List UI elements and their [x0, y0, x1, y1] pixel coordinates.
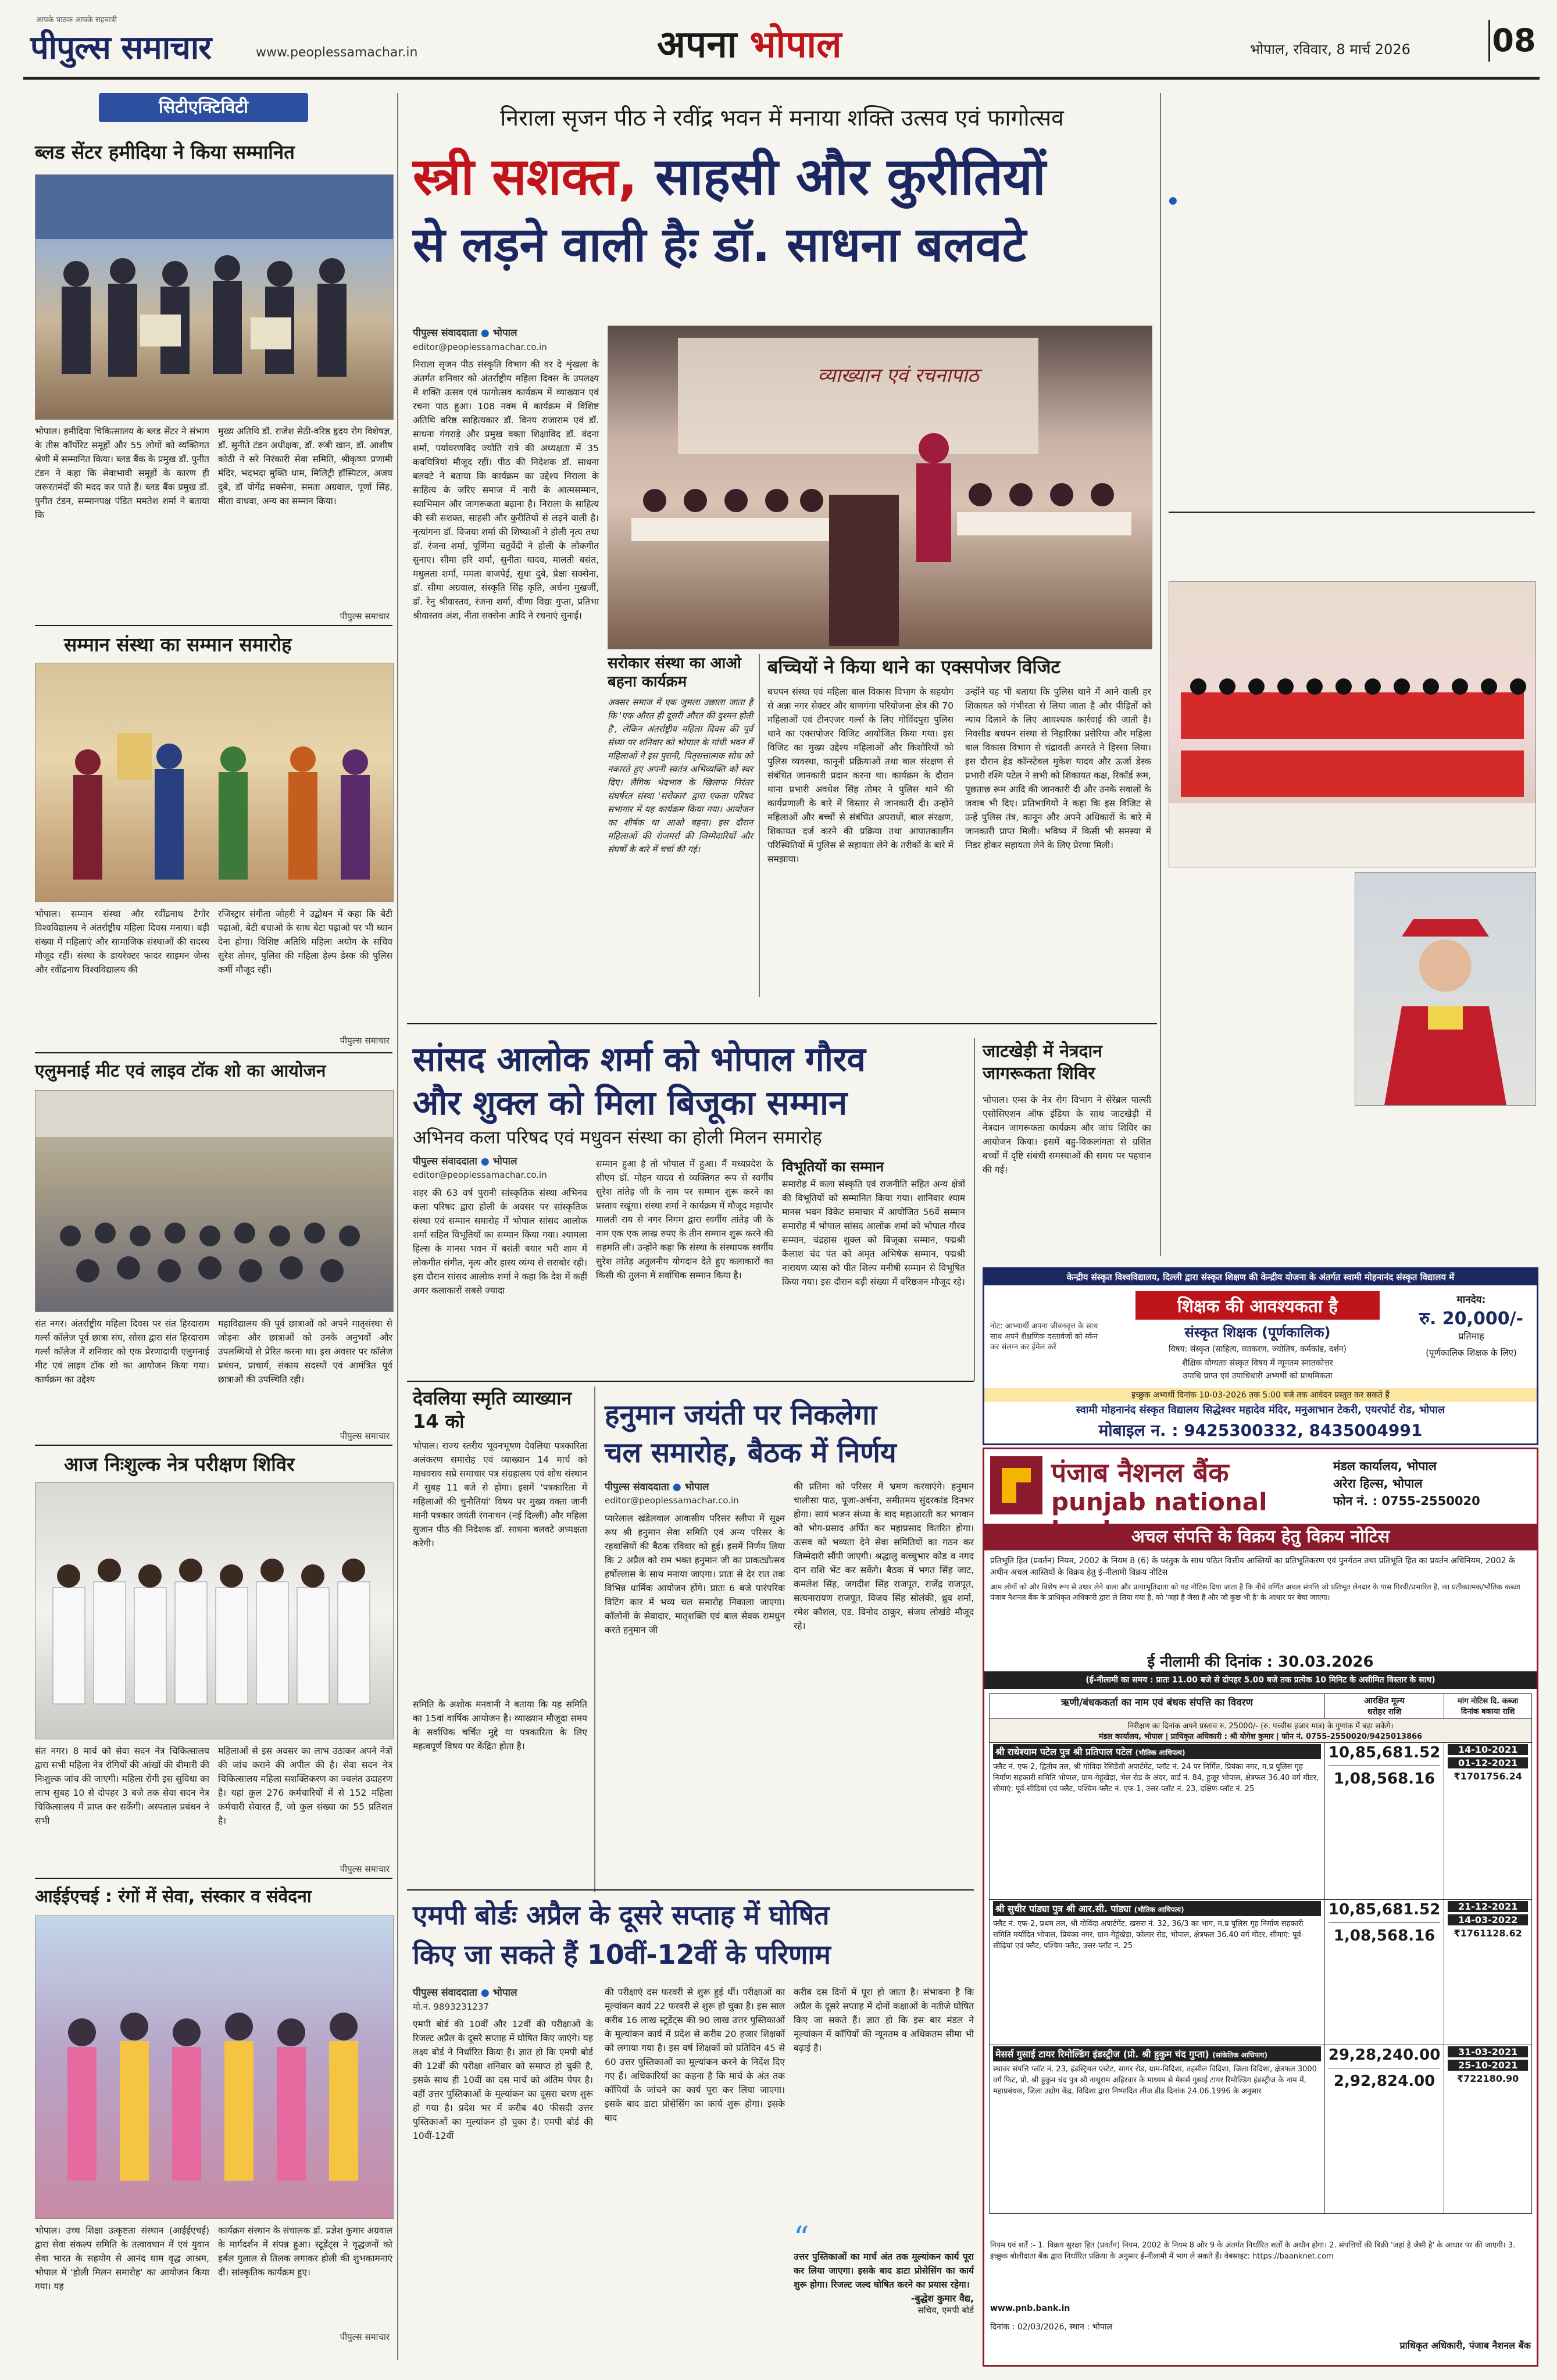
pnb-col-dates: [1444, 1694, 1532, 1719]
masthead-rule: [23, 77, 1540, 80]
lead-photo-banner: व्याख्यान एवं रचनापाठ: [817, 364, 979, 387]
lead-text: निराला सृजन पीठ संस्कृति विभाग की वर दे शृंखला के अंतर्गत शनिवार को अंतर्राष्ट्रीय महिला दिवस के उपलक्ष्य में शक्ति उत्सव एवं फागोत्सव कार्यक्रम में व्याख्यान एवं रचना पाठ हुआ। 108 नवम में कार्यक्रम में विशिष्ट अतिथि वरिष्ठ साहित्यकार डॉ. विनय राजाराम एवं डॉ. साधना गंगराड़े और प्रमुख वक्ता शिक्षाविद डॉ. वंदना शर्मा, पर्यावरणविद ज्योति रात्रे की अध्यक्षता में 35 कवयित्रियां मौजूद रहीं। पीठ की निदेशक डॉ. साधना बलवटे ने बताया कि कार्यक्रम का उद्देश्य निराला के साहित्य के जरिए समाज में नारी के आत्मसम्मान, स्वाभिमान और जागरूकता बढ़ाना है। निराला के साहित्य की स्त्री सशक्त, साहसी और कुरीतियों से लड़ने वाली है। नृत्यांगना डॉ. विजया शर्मा की शिष्याओं ने होली नृत्य तथा डॉ. रंजना शर्मा, पूर्णिमा चतुर्वेदी ने होली के लोकगीत सुनाए। सीमा हरि शर्मा, सुनीता यादव, मालती बसंत, मधुलता शर्मा, ममता बाजपेई, सुधा दुबे, प्रेक्षा सक्सेना, डॉ. सीमा अग्रवाल, संस्कृति सिंह कृति, अर्चना मुखर्जी, डॉ. रेनु श्रीवास्तव, रंजना शर्मा, वीणा विद्या गुप्ता, प्रतिभा श्रीवास्तव अंश, नीता सक्सेना आदि ने रचनाएं सुनाईं।: [413, 359, 599, 621]
board-text-a: एमपी बोर्ड की 10वीं और 12वीं की परीक्षाओं के रिजल्ट अप्रैल के दूसरे सप्ताह में घोषित किए जाएंगे। यह लक्ष्य बोर्ड ने निर्धारित किया है। ज्ञात हो कि एमपी बोर्ड की 12वीं की परीक्षा शनिवार को समाप्त हो चुकी है, इसके साथ ही 10वीं का दस मार्च को अंतिम पेपर है। वहीं उत्तर पुस्तिकाओं के मूल्यांकन का दूसरा चरण शुरू हो गया है। प्रदेश भर में करीब 40 फीसदी उत्तर पुस्तिकाओं का मूल्यांकन हो चुका है। एमपी बोर्ड की 10वीं-12वीं: [413, 2019, 593, 2141]
s3-photo-audience: [35, 1091, 393, 1311]
masthead-dateline: भोपाल, रविवार, 8 मार्च 2026: [1250, 41, 1410, 58]
teacher-ad-top-banner: केन्द्रीय संस्कृत विश्वविद्यालय, दिल्ली द्वारा संस्कृत शिक्षण की केन्द्रीय योजना के अंतर्गत स्वामी मोहनानंद संस्कृत विद्यालय में: [984, 1269, 1537, 1285]
board-quote-role: सचिव, एमपी बोर्ड: [917, 2305, 974, 2315]
pnb-col-reserve-label: आरक्षित मूल्य: [1364, 1696, 1405, 1706]
hanuman-text-a: प्यारेलाल खंडेलवाल आवासीय परिसर स्लीपा में सूक्ष्म रूप श्री हनुमान सेवा समिति एवं अन्य परिसर के रहवासियों की बैठक रविवार को हुई। इसमें निर्णय लिया कि 2 अप्रैल को राम भक्त हनुमान जी का प्राकट्योत्सव हर्षोल्लास के साथ मनाया जाएगा। प्रातः से देर रात तक विभिन्न धार्मिक आयोजन होंगे। प्रातः 6 बजे पारंपरिक विटिंग कार में भव्य चल समारोह निकाला जाएगा। कॉलोनी के सेवादार, मातृशक्ति एवं बाल सेवक रामधुन करते हनुमान जी: [605, 1513, 785, 1635]
pnb-lot-1-dues: ₹1701756.24: [1454, 1771, 1522, 1782]
pnb-lot-3-dates: [1444, 2045, 1532, 2214]
teacher-ad-salary: रु. 20,000/-: [1419, 1309, 1523, 1329]
hanuman-email[interactable]: editor@peoplessamachar.co.in: [605, 1495, 739, 1506]
hanuman-headline-1: हनुमान जयंती पर निकलेगा: [605, 1399, 877, 1431]
board-headline-1: एमपी बोर्डः अप्रैल के दूसरे सप्ताह में घोषित: [413, 1899, 830, 1931]
pnb-lot-1-borrower-name: श्री राधेश्याम पटेल पुत्र श्री प्रतिपाल पटेल: [995, 1746, 1133, 1757]
s4-photo-staff: [35, 1483, 393, 1739]
girls-text-b: उन्होंने यह भी बताया कि पुलिस थाने में आने वाली हर शिकायत को गंभीरता से लिया जाता है और पीड़ितों को न्याय दिलाने के लिए आवश्यक कार्रवाई की जाती है। निवसीड बचपन संस्था से निहारिका प्रसेरिया और महिला बाल विकास विभाग से चंद्रावती अमरते ने हिस्सा लिया। इस दौरान हेड कॉन्स्टेबल मुकेश यादव और ऊर्जा डेस्क प्रभारी रश्मि पटेल ने सभी को शिकायत कक्ष, रिकॉर्ड रूम, पूछताछ रूम आदि की जानकारी दी और उनके सवालों के जवाब भी दिए। प्रतिभागियों ने कहा कि इस विजिट से उन्हें पुलिस तंत्र, कानून और अपने अधिकारों के बारे में जानकारी प्राप्त मिली। भविष्य में किसी भी समस्या में निडर होकर सहायता लेने के लिए प्रेरणा मिली।: [965, 687, 1151, 850]
board-text-c: करीब दस दिनों में पूरा हो जाता है। संभावना है कि अप्रैल के दूसरे सप्ताह में दोनों कक्षाओं के नतीजे घोषित किए जा सकते हैं। ज्ञात हो कि इस बार मंडल ने मूल्यांकन में कॉपियों की न्यूनतम व अधिकतम सीमा भी बढ़ाई है।: [794, 1987, 974, 2053]
pnb-lot-2-desc: [990, 1900, 1325, 2045]
pnb-col-dates-label: मांग नोटिस दि. कब्जा दिनांक बकाया राशि: [1458, 1697, 1519, 1716]
s3-rule: [35, 1445, 392, 1446]
pnb-inspection-row: [990, 1719, 1532, 1743]
pnb-lot-1-date-a: 14-10-2021: [1448, 1744, 1528, 1755]
pnb-office-l1: मंडल कार्यालय, भोपाल: [1333, 1459, 1437, 1473]
teacher-ad-mobile-number: 9425300332, 8435004991: [1184, 1421, 1423, 1440]
eye-camp-text: भोपाल। एम्स के नेत्र रोग विभाग ने सेरेब्रल पाल्सी एसोसिएशन ऑफ इंडिया के साथ जाटखेड़ी में नेत्रदान जागरूकता कार्यक्रम और जांच शिविर का आयोजन किया। इसमें बहु-विकलांगता से ग्रसित बच्चों में दृष्टि संबंधी समस्याओं की समय पर पहचान की गई।: [983, 1095, 1151, 1175]
pnb-lot-1-borrower: [993, 1744, 1321, 1759]
s3-photo: [35, 1090, 394, 1312]
pnb-lot-table: [989, 1693, 1532, 2214]
masthead-section-title-a: अपना: [657, 23, 737, 66]
pnb-lot-3-borrower: [993, 2046, 1321, 2061]
pnb-lot-3-reserve: 29,28,240.00: [1328, 2046, 1441, 2064]
masthead-section-title: [657, 17, 842, 68]
mp-side-head: विभूतियों का सम्मान: [782, 1159, 884, 1175]
pnb-lot-3-property: स्थावर संपत्ति प्लॉट नं. 23, इंडस्ट्रियल एस्टेट, सागर रोड, ग्राम-विदिशा, तहसील विदिशा, जिला विदिशा, क्षेत्रफल 3000 वर्ग फिट, प्रो. श्री हुकुम चंद पुत्र श्री नाथूराम अहिरवार के माध्यम से मेसर्स गुसाई टायर रिमोल्डिंग इंडस्ट्रीज के नाम में, महाप्रबंधक, जिला उद्योग केंद्र, विदिशा द्वारा निष्पादित लीज डीड दिनांक 24.06.1996 के अनुसार: [993, 2065, 1317, 2096]
board-byline-name: पीपुल्स संवाददाता: [413, 1987, 477, 1999]
mp-byline-city: भोपाल: [492, 1156, 517, 1167]
pnb-col-reserve: [1324, 1694, 1444, 1719]
mp-byline-dot-icon: ●: [480, 1156, 490, 1167]
mp-email[interactable]: editor@peoplessamachar.co.in: [413, 1170, 547, 1180]
s1-headline: ब्लड सेंटर हमीदिया ने किया सम्मानित: [35, 141, 295, 163]
sarokar-headline: सरोकार संस्था का आओ बहना कार्यक्रम: [608, 655, 741, 691]
pnb-lot-2-borrower-name: श्री सुधीर पांड्या पुत्र श्री आर.सी. पांड्या: [995, 1903, 1131, 1914]
pnb-place-date: दिनांक : 02/03/2026, स्थान : भोपाल: [990, 2322, 1113, 2332]
teacher-ad-subject-head: संस्कृत शिक्षक (पूर्णकालिक): [1184, 1324, 1331, 1341]
sarokar-box: [608, 654, 760, 997]
lead-byline-city: भोपाल: [492, 327, 517, 339]
pnb-lot-2-possession: (भौतिक आधिपत्य): [1134, 1906, 1184, 1914]
masthead-logo-text: पीपुल्स समाचार: [30, 29, 212, 67]
pnb-lot-3-price: [1324, 2045, 1444, 2214]
pnb-website[interactable]: www.pnb.bank.in: [990, 2304, 1070, 2313]
s1-text-b: मुख्य अतिथि डॉ. राजेश सेठी-वरिष्ठ हृदय रोग विशेषज्ञ, डॉ. सुनीते टंडन अधीक्षक, डॉ. रूबी खान, डॉ. आशीष कोठी ने सरे निरंकारी सेवा समिति, श्रीकृष्ण प्रणामी मंदिर, भदभदा मुक्ति धाम, मिलिट्री हॉस्पिटल, अजय दुबे, डॉ योगेंद्र सक्सेना, समता अग्रवाल, पूर्णा सिंह, मीता वाधवा, अन्य का सम्मान किया।: [218, 426, 392, 506]
hanuman-divider: [594, 1386, 595, 1892]
mp-subhead: अभिनव कला परिषद एवं मधुवन संस्था का होली मिलन समारोह: [413, 1127, 822, 1148]
s3-text-b: महाविद्यालय की पूर्व छात्राओं को अपने मातृसंस्था से जोड़ना और छात्राओं को उनके अनुभवों और उपलब्धियों से प्रेरित करना था। इस अवसर पर कॉलेज प्रबंधन, प्राचार्य, संकाय सदस्यों एवं आमंत्रित पूर्व छात्राओं की उपस्थिति रही।: [218, 1318, 392, 1385]
masthead-tagline: आपके पाठक आपके सहयात्री: [36, 16, 117, 24]
pnb-office-line: मंडल कार्यालय, भोपाल | प्राधिकृत अधिकारी : श्री योगेश कुमार | फोन नं. 0755-2550020/9425013866: [1098, 1732, 1423, 1741]
board-quote-box: [794, 2221, 974, 2316]
deolia-headline: देवलिया स्मृति व्याख्यान 14 को: [413, 1387, 572, 1432]
pnb-name-hi: पंजाब नैशनल बैंक: [1051, 1457, 1229, 1488]
s2-rule: [35, 1052, 392, 1053]
lead-headline-rest: साहसी और कुरीतियों: [637, 146, 1046, 206]
teacher-ad-deadline: इच्छुक अभ्यर्थी दिनांक 10-03-2026 तक 5:00 बजे तक आवेदन प्रस्तुत कर सकते हैं: [984, 1388, 1537, 1402]
pnb-lot-2-date-b: 14-03-2022: [1448, 1914, 1528, 1925]
pnb-lot-3-emd: 2,92,824.00: [1333, 2072, 1435, 2090]
lead-headline-line1: [413, 145, 1151, 208]
teacher-ad-title: शिक्षक की आवश्यकता है: [1135, 1291, 1380, 1320]
madrasa-byline: [1169, 195, 1177, 206]
pnb-lot-3-date-b: 25-10-2021: [1448, 2060, 1528, 2071]
board-rule: [407, 1889, 974, 1891]
graduation-photo: [1169, 581, 1536, 867]
pnb-logo-box: [990, 1454, 1316, 1518]
girls-text-a: बचपन संस्था एवं महिला बाल विकास विभाग के सहयोग से अन्ना नगर सेक्टर और बाणगंगा परियोजना क्षेत्र की 70 महिलाओं एवं टीनएजर गर्ल्स के लिए गोविंदपुरा पुलिस थाने का एक्सपोजर विजिट आयोजित किया गया। इस विजिट का मुख्य उद्देश्य महिलाओं और किशोरियों को पुलिस व्यवस्था, कानूनी प्रक्रियाओं तथा बाल संरक्षण से संबंधित जानकारी प्रदान करना था। कार्यक्रम के दौरान थाना प्रभारी अवधेश सिंह तोमर ने पुलिस थाने की कार्यप्रणाली के बारे में विस्तार से जानकारी दी। उन्होंने महिलाओं और बच्चों से संबंधित अपराधों, बाल संरक्षण, शिकायत दर्ज करने की प्रक्रिया तथा आपातकालीन परिस्थितियों में पुलिस से सहायता लेने के तरीकों के बारे में समझाया।: [767, 687, 954, 864]
teacher-ad-mobile[interactable]: [984, 1419, 1537, 1441]
lead-headline-red: स्त्री सशक्त,: [413, 146, 638, 206]
lead-headline-line2: से लड़ने वाली हैः डॉ. साधना बलवटे: [413, 217, 1026, 273]
s4-photo: [35, 1482, 394, 1739]
madrasa-byline-dot-icon: ●: [1169, 195, 1177, 206]
mp-text-a: शहर की 63 वर्ष पुरानी सांस्कृतिक संस्था अभिनव कला परिषद द्वारा होली के अवसर पर सांस्कृतिक संस्था एवं सम्मान समारोह में भोपाल सांसद आलोक शर्मा सहित विभूतियों का सम्मान किया गया। श्यामला हिल्स के मानस भवन में बसंती बयार भरी शाम में लोकगीत संगीत, नृत्य और हास्य व्यंग्य से सराबोर रही। इस दौरान सांसद आलोक शर्मा ने कहा कि देश में कहीं अगर कलाकारों सबसे ज्यादा: [413, 1188, 587, 1296]
lead-byline-dot-icon: ●: [480, 327, 490, 339]
teacher-ad-eligibility: शैक्षिक योग्यताः संस्कृत विषय में न्यूनतम स्नातकोत्तर: [1182, 1359, 1333, 1368]
pnb-lot-1-desc: [990, 1743, 1325, 1900]
teacher-ad-subject: विषय: संस्कृत (साहित्य, व्याकरण, ज्योतिष, कर्मकांड, दर्शन): [1168, 1345, 1347, 1354]
s1-rule: [35, 625, 392, 626]
mp-text-c: समारोह में कला संस्कृति एवं राजनीति सहित अन्य क्षेत्रों की विभूतियों को सम्मानित किया गया। शानिवार श्याम मानस भवन विकेट समाचार में आयोजित 56वें सम्मान समारोह में भोपाल सांसद आलोक शर्मा को भोपाल गौरव सम्मान, चंद्रहास शुक्ल को बिजूका सम्मान, पद्मश्री कैलाश चंद पंत को अमृत अभिषेक सम्मान, पद्मश्री नारायण व्यास को पीत शिल्प मनीषी सम्मान से विभूषित किया गया। इस दौरान बड़ी संख्या में वरिष्ठजन मौजूद रहे।: [782, 1179, 965, 1287]
s2-text-b: रजिस्ट्रार संगीता जोहरी ने उद्बोधन में कहा कि बेटी पढ़ाओ, बेटी बचाओ के साथ बेटा पढ़ाओ पर भी ध्यान देना होगा। विशिष्ट अतिथि महिला अयोग के सचिव सुरेश तोमर, पुलिस की महिला हेल्प डेस्क की पुलिस कर्मी मौजूद रहीं।: [218, 909, 392, 975]
pnb-lot-2-dates: [1444, 1900, 1532, 2045]
hanuman-text-b: की प्रतिमा को परिसर में भ्रमण करवाएंगे। हनुमान चालीसा पाठ, पूजा-अर्चना, समीतमय सुंदरकांड दिनभर होगा। सायं भजन संध्या के बाद महाआरती कर भगवान को भोग-प्रसाद अर्पित कर महाप्रसाद वितरित होगा। उत्सव को भव्यता देने सेवा समितियों का गठन कर जिम्मेदारी सौंपी जाएगी। श्रद्धालु कच्चुभार कोड व नगद दान राशि भेंट कर सकेंगे। बैठक में भगत सिंह जाट, कमलेश सिंह, जगदीश सिंह राजपूत, राजेंद्र राजपूत, सत्यनारायण राजपूत, विजय सिंह सोलंकी, ध्रुव शर्मा, रमेश कौशल, एड. विनोद ठाकुर, संजय लोखंडे मौजूद रहे।: [794, 1481, 974, 1631]
hanuman-byline-name: पीपुल्स संवाददाता: [605, 1481, 669, 1493]
mp-byline-name: पीपुल्स संवाददाता: [413, 1156, 477, 1167]
pnb-col-borrower: [990, 1694, 1325, 1719]
pnb-intro-2: आम लोगों को और विशेष रूप से उधार लेने वाला और प्रत्याभूतिदाता को यह नोटिस दिया जाता है कि नीचे वर्णित अचल संपत्ति जो प्रतिभूत लेनदार के पास गिरवी/प्रभारित है, का प्रतीकात्मक/भौतिक कब्जा पंजाब नैशनल बैंक के प्राधिकृत अधिकारी द्वारा ले लिया गया है, को 'जहां है जैसा है और जो कुछ भी है' के आधार पर बेचा जाएगा।: [990, 1582, 1520, 1602]
lead-kicker: निराला सृजन पीठ ने रवींद्र भवन में मनाया शक्ति उत्सव एवं फागोत्सव: [500, 105, 1064, 131]
lead-email[interactable]: editor@peoplessamachar.co.in: [413, 342, 547, 352]
pnb-title: अचल संपत्ति के विक्रय हेतु विक्रय नोटिस: [984, 1524, 1537, 1550]
s4-headline: आज निःशुल्क नेत्र परीक्षण शिविर: [64, 1453, 295, 1475]
pnb-lot-2-emd: 1,08,568.16: [1333, 1927, 1435, 1945]
lead-photo: [608, 326, 1152, 649]
mp-headline-1: सांसद आलोक शर्मा को भोपाल गौरव: [413, 1039, 866, 1079]
pnb-lot-3-possession: (सांकेतिक आधिपत्य): [1212, 2051, 1267, 2059]
graduation-photo-kids: [1169, 582, 1535, 867]
pnb-signatory: प्राधिकृत अधिकारी, पंजाब नैशनल बैंक: [1399, 2340, 1531, 2351]
left-column-divider: [397, 93, 398, 2360]
s5-headline: आईईएचई : रंगों में सेवा, संस्कार व संवेदना: [35, 1886, 312, 1907]
board-byline-city: भोपाल: [492, 1987, 517, 1999]
s1-credit: पीपुल्स समाचार: [340, 611, 390, 621]
pnb-ad: [983, 1448, 1538, 2367]
pnb-col-borrower-label: ऋणी/बंधककर्ता का नाम एवं बंधक संपत्ति का विवरण: [1060, 1697, 1253, 1709]
pnb-lot-1-emd: 1,08,568.16: [1333, 1770, 1435, 1788]
teacher-ad-salary-unit: प्रतिमाह: [1458, 1331, 1484, 1342]
right-column-divider: [1160, 93, 1161, 1256]
masthead-section-title-b: भोपाल: [749, 23, 842, 66]
deolia-text-b: समिति के अशोक मनवानी ने बताया कि यह समिति का 15वां वार्षिक आयोजन है। व्याख्यान मौजूदा समय के सर्वाधिक चर्चित मुद्दे या पत्रकारिता के लिए महत्वपूर्ण विषय पर केंद्रित होता है।: [413, 1699, 587, 1752]
board-quote-mark-icon: “: [794, 2221, 809, 2256]
pnb-lot-2-date-a: 21-12-2021: [1448, 1901, 1528, 1912]
masthead-url[interactable]: www.peoplessamachar.in: [256, 45, 418, 60]
board-phone: मो.नं. 9893231237: [413, 2002, 489, 2012]
mp-headline-2: और शुक्ल को मिला बिजूका सम्मान: [413, 1083, 848, 1123]
madrasa-rule: [1169, 512, 1535, 513]
city-activity-badge: [99, 93, 308, 122]
table-row: [990, 1900, 1532, 2045]
pnb-name-en: punjab national: [1051, 1488, 1267, 1516]
table-row: [990, 1743, 1532, 1900]
lead-rule: [407, 1023, 1157, 1024]
hanuman-byline-dot-icon: ●: [672, 1481, 681, 1493]
pnb-lot-1-possession: (भौतिक आधिपत्य): [1135, 1749, 1185, 1757]
hanuman-byline-city: भोपाल: [684, 1481, 709, 1493]
pnb-lot-3-date-a: 31-03-2021: [1448, 2046, 1528, 2057]
board-byline-dot-icon: ●: [480, 1987, 490, 1999]
board-text-b: की परीक्षाएं दस फरवरी से शुरू हुई थीं। परीक्षाओं का मूल्यांकन कार्य 22 फरवरी से शुरू हो चुका है। इस साल करीब 16 लाख स्टूडेंट्स की 90 लाख उत्तर पुस्तिकाओं के मूल्यांकन कार्य में प्रदेश से करीब 20 हजार शिक्षकों को लगाया गया है। इस वर्ष शिक्षकों को प्रतिदिन 45 से 60 उत्तर पुस्तिकाओं का मूल्यांकन करने के निर्देश दिए गए हैं। अधिकारियों का कहना है कि मार्च के अंत तक कॉपियों के जांचने का कार्य पूरा कर लिया जाएगा। इसके बाद डाटा प्रोसेसिंग का कार्य शुरू होगा। इसके बाद: [605, 1987, 785, 2123]
pnb-lot-2-borrower: [993, 1901, 1321, 1916]
pnb-office-phone: फोन नं. : 0755-2550020: [1333, 1494, 1480, 1508]
teacher-ad-fulltime: (पूर्णकालिक शिक्षक के लिए): [1426, 1348, 1517, 1358]
pnb-logo-icon: [990, 1456, 1042, 1514]
lead-byline: [413, 326, 517, 339]
pnb-terms: नियम एवं शर्तें :- 1. विक्रय सुरक्षा हित (प्रवर्तन) नियम, 2002 के नियम 8 और 9 के अंतर्गत निर्धारित शर्तों के अधीन होगा। 2. संपत्तियों की बिक्री 'जहां है जैसी है' के आधार पर की जाएगी। 3. इच्छुक बोलीदाता बैंक द्वारा निर्धारित प्रक्रिया के अनुसार ई-नीलामी में भाग ले सकते हैं। वेबसाइट: https://baanknet.com: [990, 2241, 1516, 2261]
pnb-lot-1-property: फ्लैट नं. एफ-2, द्वितीय तल, श्री गोविंदा रेसिडेंसी अपार्टमेंट, प्लॉट नं. 24 पर निर्मित, प्रियंका नगर, म.प्र पुलिस गृह निर्माण सहकारी समिति भोपाल, ग्राम-गेहूंखेड़ा, भेल रोड के अंदर, वार्ड नं. 84, हुजूर भोपाल, क्षेत्रफल 36.40 वर्ग मीटर, सीमाएं: पूर्व-सीढ़ियां एवं फ्लैट, पश्चिम-फ्लैट नं. एफ-1, उत्तर-प्लॉट नं. 23, दक्षिण-प्लॉट नं. 25: [993, 1763, 1319, 1793]
teacher-ad-salary-label: मानदेय:: [1456, 1294, 1486, 1306]
hanuman-headline-2: चल समारोह, बैठक में निर्णय: [605, 1436, 897, 1469]
s4-credit: पीपुल्स समाचार: [340, 1864, 390, 1874]
s2-photo-figures: [35, 663, 393, 902]
pnb-col-emd-label: धरोहर राशि: [1367, 1707, 1402, 1717]
graduation-student-figure: [1355, 873, 1535, 1105]
s1-photo-figures: [35, 175, 393, 419]
table-row: [990, 2045, 1532, 2214]
teacher-ad: [983, 1267, 1538, 1445]
masthead-logo: [30, 14, 211, 69]
pnb-lot-2-dues: ₹1761128.62: [1454, 1928, 1522, 1939]
teacher-ad-mobile-label: मोबाइल न. :: [1098, 1421, 1179, 1440]
pnb-lot-3-borrower-name: मेसर्स गुसाई टायर रिमोल्डिंग इंडस्ट्रीज (प्रो. श्री हुकुम चंद गुप्ता): [995, 2049, 1209, 2060]
teacher-ad-pref: उपाधि प्राप्त एवं उपाधिधारी अभ्यर्थी को प्राथमिकता: [1183, 1371, 1333, 1381]
pnb-lot-3-dues: ₹722180.90: [1457, 2073, 1519, 2084]
s5-credit: पीपुल्स समाचार: [340, 2332, 390, 2342]
s5-photo: [35, 1916, 394, 2219]
s5-text-b: कार्यक्रम संस्थान के संचालक डॉ. प्रज्ञेश कुमार अग्रवाल के मार्गदर्शन में संपन्न हुआ। स्टूडेंट्स ने वृद्धजनों को हर्बल गुलाल से तिलक लगाकर होली की शुभकामनाएं दीं। सांस्कृतिक कार्यक्रम हुए।: [218, 2225, 392, 2278]
pnb-office-l2: अरेरा हिल्स, भोपाल: [1333, 1477, 1423, 1491]
pnb-auction-date: ई नीलामी की दिनांक : 30.03.2026: [1147, 1653, 1374, 1671]
lead-byline-name: पीपुल्स संवाददाता: [413, 327, 477, 339]
pnb-lot-1-price: [1324, 1743, 1444, 1900]
s3-credit: पीपुल्स समाचार: [340, 1431, 390, 1441]
teacher-ad-address: स्वामी मोहनानंद संस्कृत विद्यालय सिद्धेश्वर महादेव मंदिर, मनुआभान टेकरी, एयरपोर्ट रोड, भोपाल: [1076, 1404, 1445, 1416]
pnb-lot-2-property: फ्लैट नं. एफ-2, प्रथम तल, श्री गोविंदा अपार्टमेंट, खसरा नं. 32, 36/3 का भाग, म.प्र पुलिस गृह निर्माण सहकारी समिति मर्यादित भोपाल, प्रियंका नगर, ग्राम-गेहूंखेड़ा, कोलार रोड, भोपाल, क्षेत्रफल 36.40 वर्ग मीटर, सीमाएं: पूर्व-सीढ़ियां एवं फ्लैट, पश्चिम-फ्लैट, उत्तर-प्लॉट नं. 25: [993, 1920, 1304, 1950]
pnb-table-header: [990, 1694, 1532, 1719]
s1-photo: [35, 174, 394, 420]
s2-headline: सम्मान संस्था का सम्मान समारोह: [64, 633, 292, 656]
board-headline-2: किए जा सकते हैं 10वीं-12वीं के परिणाम: [413, 1939, 831, 1970]
s4-rule: [35, 1878, 392, 1879]
girls-headline: बच्चियों ने किया थाने का एक्सपोजर विजिट: [767, 656, 1060, 678]
pnb-lot-2-reserve: 10,85,681.52: [1328, 1901, 1441, 1918]
graduation-student-photo: [1355, 872, 1536, 1106]
hanuman-byline: [605, 1480, 709, 1493]
mp-byline: [413, 1154, 517, 1167]
teacher-ad-salary-box: [1415, 1292, 1528, 1388]
s3-headline: एलुमनाई मीट एवं लाइव टॉक शो का आयोजन: [35, 1061, 326, 1081]
s5-photo-group: [35, 1916, 393, 2218]
pnb-auction-time: (ई-नीलामी का समय : प्रातः 11.00 बजे से दोपहर 5.00 बजे तक प्रत्येक 10 मिनिट के असीमित विस्तार के साथ): [984, 1671, 1537, 1689]
mp-text-b: सम्मान हुआ है तो भोपाल में हुआ। मैं मध्यप्रदेश के सीएम डॉ. मोहन यादव से व्यक्तिगत रूप से स्वर्गीय सुरेश तांतेड़ जी के नाम पर सम्मान शुरू करने का प्रस्ताव रखूंगा। संस्था शर्मा ने कार्यक्रम में मौजूद महापौर मालती राय से नगर निगम द्वारा स्वर्गीय तांतेड़ जी के नाम एक एक लाख रुपए के तीन सम्मान शुरू करने की सहमति ली। उन्होंने कहा कि संस्था के संस्थापक स्वर्गीय सुरेश तांतेड़ अतुलनीय योगदान देते हुए कलाकारों का किसी की तुलना में सर्वाधिक सम्मान किया है।: [596, 1159, 773, 1281]
teacher-ad-note: नोट: आभ्यार्थी अपना जीवनवृत्त के साथ साथ अपने शैक्षणिक दस्तावेजों को स्केन कर संलग्न कर ईमेल करें: [990, 1322, 1098, 1352]
s1-text-a: भोपाल। हमीदिया चिकित्सालय के ब्लड सेंटर ने संभाग के तीस कॉर्पोरेट समूहों और 55 लोगों को व्यक्तिगत श्रेणी में सम्मानित किया। ब्लड बैंक के प्रमुख डॉ. पुनीत टंडन ने कहा कि सेवाभावी समूहों के कारण ही जरूरतमंदों की मदद कर पाते हैं। ब्लड बैंक प्रमुख डॉ. पुनीत टंडन, सम्मानपक्ष पंडित ममतेश शर्मा ने बताया कि: [35, 426, 209, 520]
pnb-inspection-text: निरीक्षण का दिनांक अपने प्रस्ताव रु. 25000/- (रु. पच्चीस हजार मात्र) के गुणांक में बढ़ा सकेंगे।: [1127, 1722, 1394, 1731]
board-quote-author: -बुद्धेश कुमार वैद्य,: [910, 2293, 974, 2304]
s2-photo: [35, 663, 394, 902]
pnb-lot-3-desc: [990, 2045, 1325, 2214]
eye-camp-headline: जाटखेड़ी में नेत्रदान जागरूकता शिविर: [983, 1041, 1102, 1084]
s4-text-b: महिलाओं से इस अवसर का लाभ उठाकर अपने नेत्रों की जांच कराने की अपील की है। सेवा सदन नेत्र चिकित्सालय महिला सशक्तिकरण का ज्वलंत उदाहरण है। यहां कुल 276 कर्मचारियों में से 152 महिला कर्मचारी सेवारत हैं, जो कुल संख्या का 55 प्रतिशत है।: [218, 1746, 392, 1826]
board-quote: उत्तर पुस्तिकाओं का मार्च अंत तक मूल्यांकन कार्य पूरा कर लिया जाएगा। इसके बाद डाटा प्रोसेसिंग का कार्य शुरू होगा। रिजल्ट जल्द घोषित करने का प्रयास रहेगा।: [794, 2252, 974, 2290]
s4-text-a: संत नगर। 8 मार्च को सेवा सदन नेत्र चिकित्सालय द्वारा सभी महिला नेत्र रोगियों की आंखों की बीमारी की निःशुल्क जांच की जाएगी। महिला रोगी इस सुविधा का लाभ सुबह 10 से दोपहर 3 बजे तक सेवा सदन नेत्र चिकित्सालय में प्राप्त कर सकेंगी। अस्पताल प्रबंधन ने सभी: [35, 1746, 209, 1826]
s3-text-a: संत नगर। अंतर्राष्ट्रीय महिला दिवस पर संत हिरदाराम गर्ल्स कॉलेज पूर्व छात्रा संघ, सोसा द्वारा संत हिरदाराम गर्ल्स कॉलेज में शनिवार को एक प्रेरणादायी एलुमनाई मीट एवं लाइव टॉक शो का आयोजन किया गया। कार्यक्रम का उद्देश्य: [35, 1318, 209, 1385]
city-activity-badge-label: सिटीएक्टिविटी: [158, 97, 249, 117]
small-col-divider: [974, 1038, 975, 1381]
page-number: 08: [1488, 20, 1538, 62]
pnb-lot-1-date-b: 01-12-2021: [1448, 1757, 1528, 1768]
masthead: [0, 0, 1557, 76]
pnb-lot-1-dates: [1444, 1743, 1532, 1900]
board-byline: [413, 1985, 517, 1999]
pnb-lot-1-reserve: 10,85,681.52: [1328, 1744, 1441, 1761]
s2-credit: पीपुल्स समाचार: [340, 1035, 390, 1046]
deolia-text-a: भोपाल। राज्य स्तरीय भूवनभूषण देवलिया पत्रकारिता अलंकरण समारोह एवं व्याख्यान 14 मार्च को माधवराव सप्रे समाचार पत्र संग्रहालय एवं शोध संस्थान में सुबह 11 बजे से होगा। इसमें 'पत्रकारिता में महिलाओं की चुनौतियां' विषय पर मुख्य वक्ता जानी मानी पत्रकार जयंती रंगनाथन (नई दिल्ली) और महिला सुजान पीठ की निदेशक डॉ. साधना बलवटे अध्यक्षता करेंगी।: [413, 1441, 587, 1549]
s5-text-a: भोपाल। उच्च शिक्षा उत्कृष्टता संस्थान (आईईएचई) द्वारा सेवा संकल्प समिति के तत्वावधान में एवं युवान सेवा भारत के सहयोग से आनंद धाम वृद्ध आश्रम, भोपाल में 'होली मिलन समारोह' का आयोजन किया गया। यह: [35, 2225, 209, 2292]
s2-text-a: भोपाल। सम्मान संस्था और रवींद्रनाथ टैगोर विश्वविद्यालय ने अंतर्राष्ट्रीय महिला दिवस मनाया। बड़ी संख्या में महिलाएं और सामाजिक संस्थाओं की सदस्य मौजूद रहीं। संस्था के डायरेक्टर फादर साइमन जेम्स और रवींद्रनाथ विश्वविद्यालय की: [35, 909, 209, 975]
pnb-lot-2-price: [1324, 1900, 1444, 2045]
pnb-office: [1333, 1457, 1531, 1510]
sarokar-text: अक्सर समाज में एक जुमला उछाला जाता है कि 'एक औरत ही दूसरी औरत की दुश्मन होती है', लेकिन अंतर्राष्ट्रीय महिला दिवस की पूर्व संध्या पर शनिवार को भोपाल के गांधी भवन में महिलाओं ने इस पुरानी, पितृसत्तात्मक सोच को नकारते हुए अपनी स्वतंत्र अभिव्यक्ति को स्वर दिए। लैंगिक भेदभाव के खिलाफ निरंतर संघर्षरत संस्था 'सरोकार' द्वारा एकता परिषद सभागार में यह कार्यक्रम किया गया। आयोजन का शीर्षक था आओ बहना। इस दौरान महिलाओं की रोजमर्रा की जिम्मेदारियों और संघर्षों के बारे में चर्चा की गई।: [608, 697, 753, 855]
mid-rule: [407, 1381, 974, 1382]
pnb-inspection: [990, 1719, 1532, 1743]
pnb-intro: प्रतिभूति हित (प्रवर्तन) नियम, 2002 के नियम 8 (6) के परंतुक के साथ पठित वित्तीय आस्तियों का प्रतिभूतिकरण एवं पुनर्गठन तथा प्रतिभूति हित का प्रवर्तन अधिनियम, 2002 के अधीन अचल आस्तियों के विक्रय हेतु ई-नीलामी विक्रय नोटिस: [990, 1556, 1515, 1577]
